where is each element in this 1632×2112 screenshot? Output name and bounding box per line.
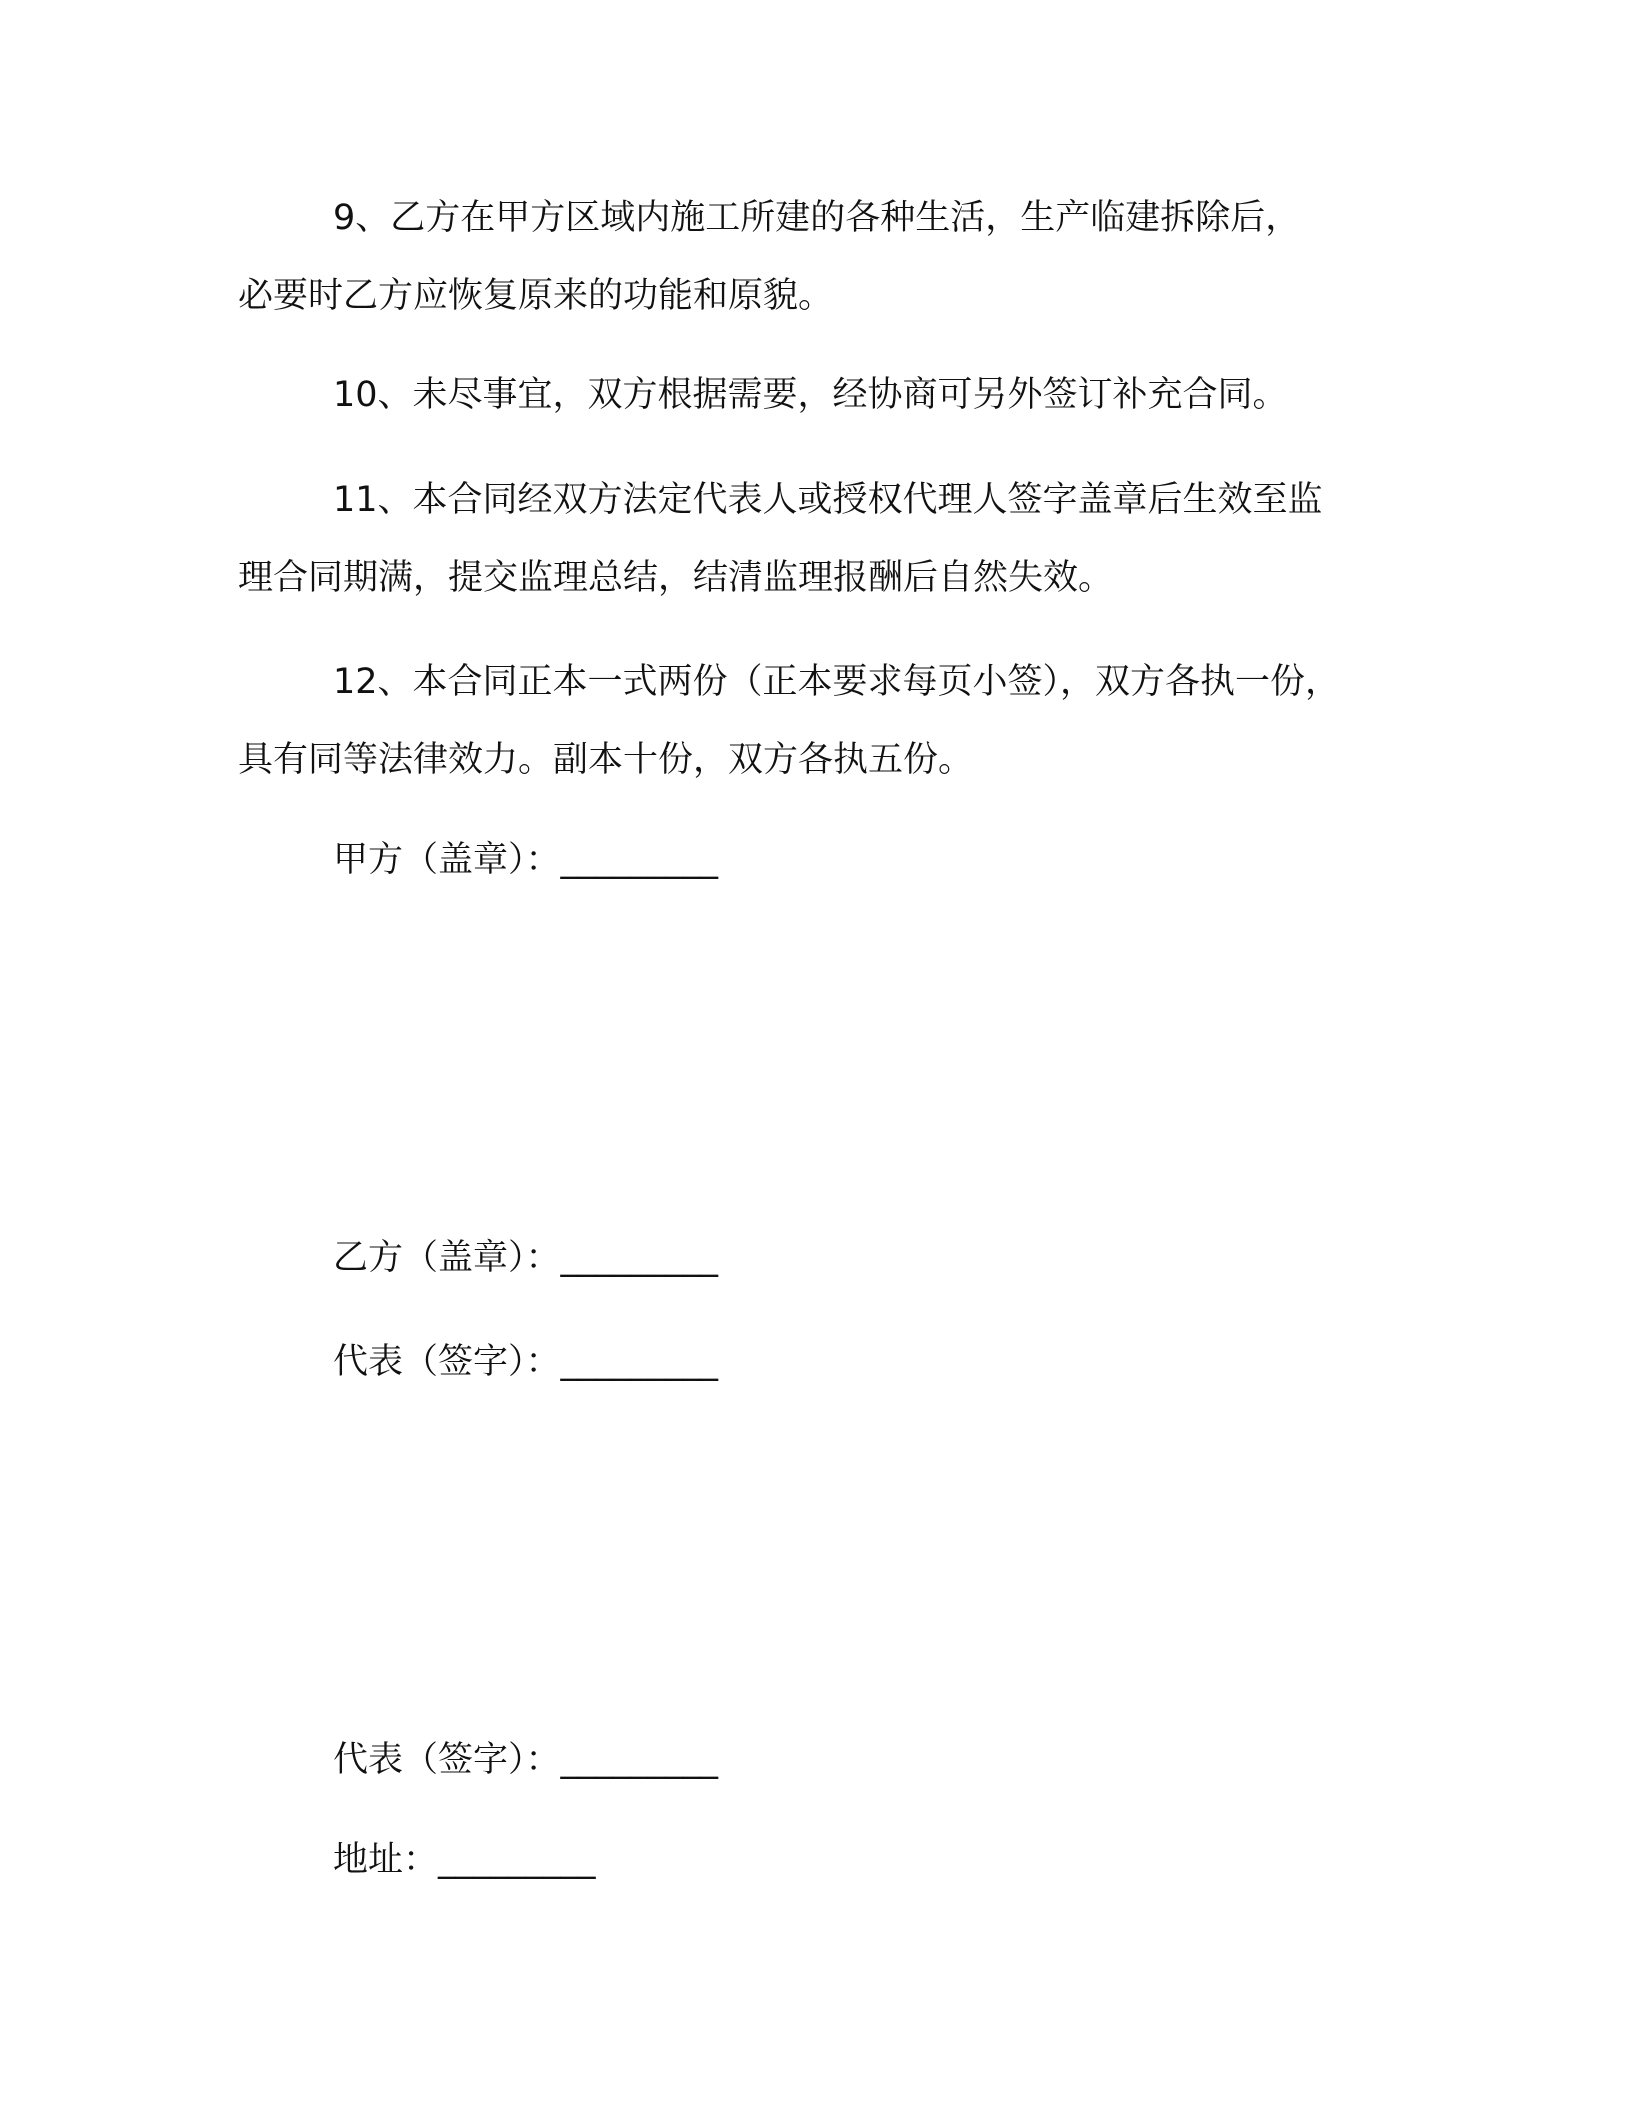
clause-12-line-1: 12、本合同正本一式两份（正本要求每页小签），双方各执一份， <box>333 662 1341 702</box>
party-a-seal-field: 甲方（盖章）：_________ <box>333 840 719 880</box>
clause-9-line-2: 必要时乙方应恢复原来的功能和原貌。 <box>238 276 834 316</box>
party-b-seal-field: 乙方（盖章）：_________ <box>333 1238 719 1278</box>
clause-10-line-1: 10、未尽事宜，双方根据需要，经协商可另外签订补充合同。 <box>333 375 1288 415</box>
clause-9-line-1: 9、乙方在甲方区域内施工所建的各种生活，生产临建拆除后， <box>333 198 1301 238</box>
clause-11-line-1: 11、本合同经双方法定代表人或授权代理人签字盖章后生效至监 <box>333 480 1323 520</box>
address-field: 地址：_________ <box>333 1840 596 1880</box>
clause-11-line-2: 理合同期满，提交监理总结，结清监理报酬后自然失效。 <box>238 558 1114 598</box>
clause-12-line-2: 具有同等法律效力。副本十份，双方各执五份。 <box>238 740 974 780</box>
representative-signature-field-1: 代表（签字）：_________ <box>333 1342 719 1382</box>
representative-signature-field-2: 代表（签字）：_________ <box>333 1740 719 1780</box>
